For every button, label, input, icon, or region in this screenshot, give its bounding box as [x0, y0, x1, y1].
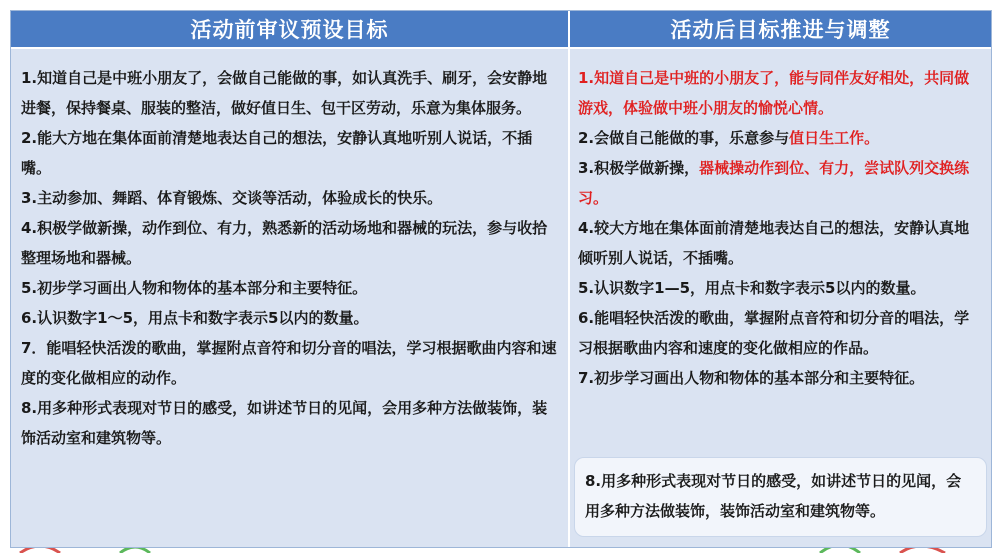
right-header: 活动后目标推进与调整: [570, 11, 991, 49]
left-goal-6: 6.认识数字1～5，用点卡和数字表示5以内的数量。: [21, 309, 369, 327]
right-goal-4: 4.较大方地在集体面前清楚地表达自己的想法，安静认真地倾听别人说话，不插嘴。: [578, 219, 970, 267]
goal-8-callout: [574, 457, 987, 537]
right-goal-3-highlight: 器械操动作到位、有力，尝试队列交换练习。: [578, 159, 970, 207]
left-goal-3: 3.主动参加、舞蹈、体育锻炼、交谈等活动，体验成长的快乐。: [21, 189, 443, 207]
pre-activity-column: [11, 11, 570, 547]
left-goal-8: 8.用多种形式表现对节日的感受，如讲述节日的见闻，会用多种方法做装饰，装饰活动室和建筑物等。: [21, 399, 548, 447]
right-goal-2-text: 2.会做自己能做的事，乐意参与: [578, 129, 790, 147]
left-goal-4: 4.积极学做新操，动作到位、有力，熟悉新的活动场地和器械的玩法，参与收拾整理场地和器械。: [21, 219, 548, 267]
right-goal-5: 5.认识数字1—5，用点卡和数字表示5以内的数量。: [578, 279, 926, 297]
post-activity-goals: [570, 49, 991, 547]
right-goal-7: 7.初步学习画出人物和物体的基本部分和主要特征。: [578, 369, 925, 387]
left-goal-7: 7．能唱轻快活泼的歌曲，掌握附点音符和切分音的唱法，学习根据歌曲内容和速度的变化做相应的动作。: [21, 339, 557, 387]
goals-table: [10, 10, 992, 548]
right-goal-6: 6.能唱轻快活泼的歌曲，掌握附点音符和切分音的唱法，学习根据歌曲内容和速度的变化做相应的作品。: [578, 309, 970, 357]
right-goal-8: 8.用多种形式表现对节日的感受，如讲述节日的见闻，会用多种方法做装饰，装饰活动室和建筑物等。: [585, 472, 962, 520]
left-header: 活动前审议预设目标: [11, 11, 568, 49]
left-goal-5: 5.初步学习画出人物和物体的基本部分和主要特征。: [21, 279, 368, 297]
left-goal-1: 1.知道自己是中班小朋友了，会做自己能做的事，如认真洗手、刷牙，会安静地进餐，保持餐桌、服装的整洁，做好值日生、包干区劳动，乐意为集体服务。: [21, 69, 548, 117]
right-goal-1: 1.知道自己是中班的小朋友了，能与同伴友好相处，共同做游戏，体验做中班小朋友的愉悦心情。: [578, 69, 970, 117]
right-goal-2: [578, 123, 983, 153]
post-activity-column: [570, 11, 991, 547]
right-goal-3: [578, 153, 983, 213]
right-goal-2-highlight: 值日生工作。: [789, 129, 880, 147]
right-goal-3-text: 3.积极学做新操，: [578, 159, 700, 177]
left-goal-2: 2.能大方地在集体面前清楚地表达自己的想法，安静认真地听别人说话，不插嘴。: [21, 129, 533, 177]
pre-activity-goals: [11, 49, 568, 547]
